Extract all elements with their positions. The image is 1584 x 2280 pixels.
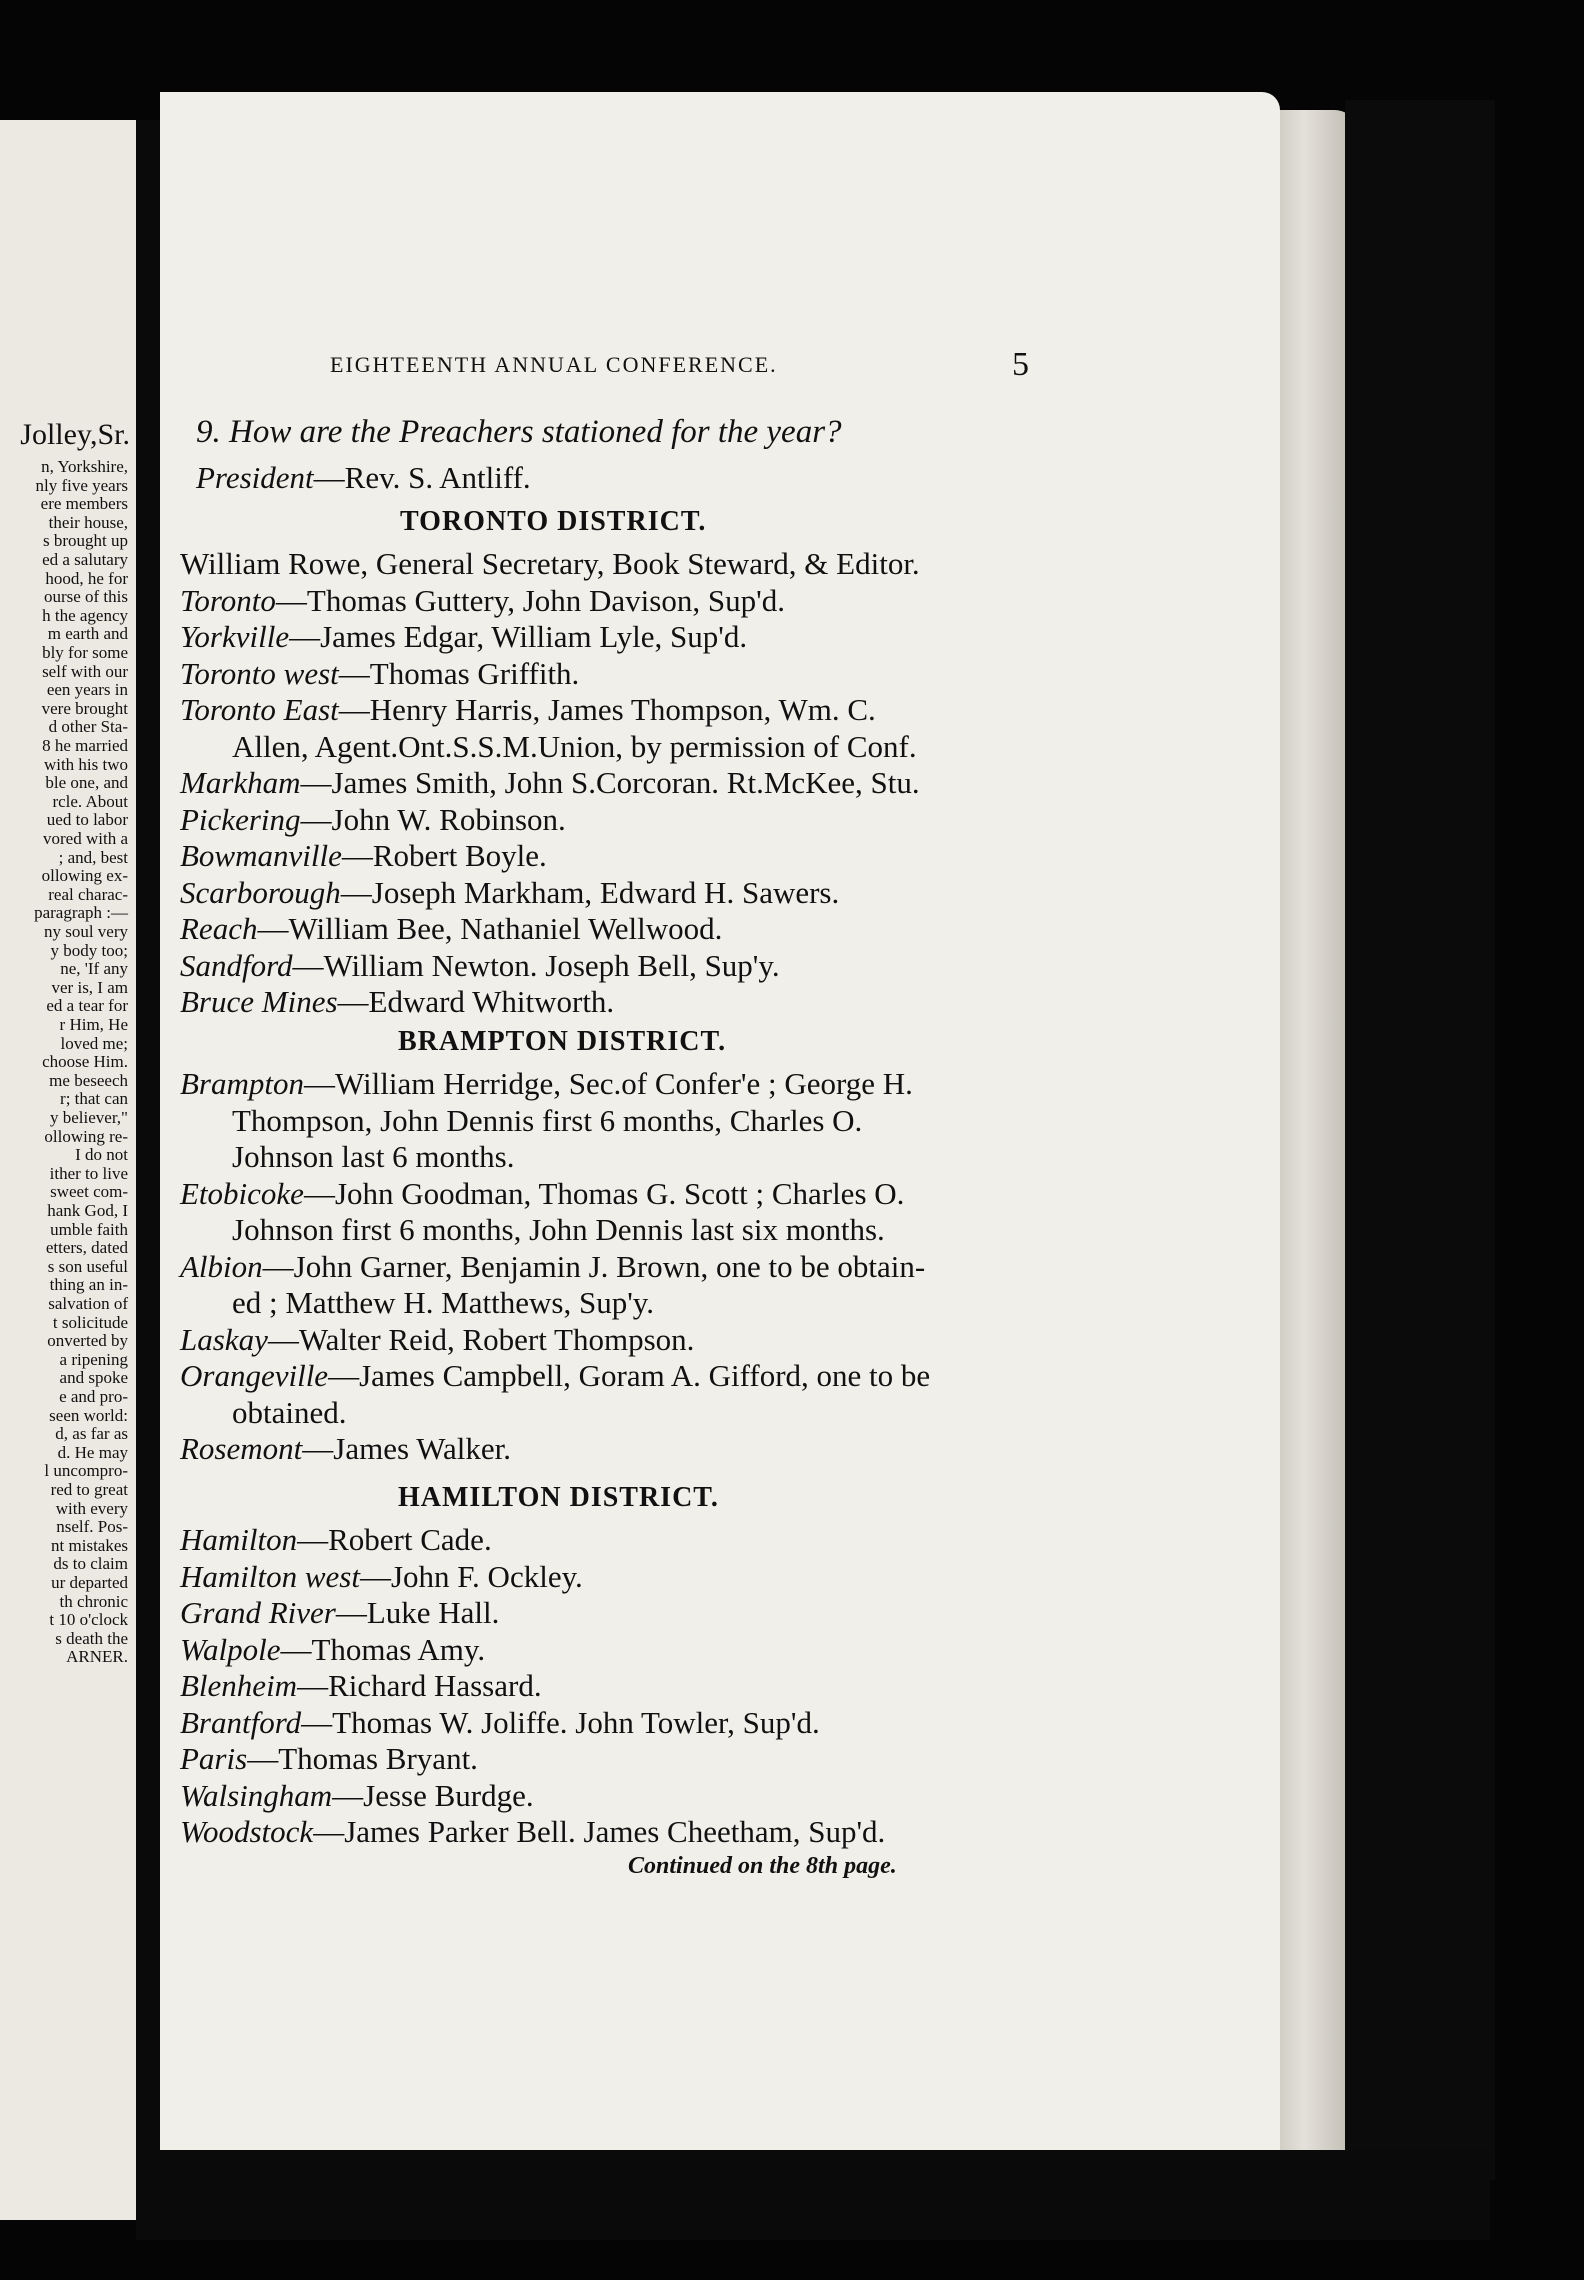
station-place: Rosemont: [180, 1431, 303, 1466]
station-preachers: —James Campbell, Goram A. Gifford, one to be: [328, 1358, 931, 1393]
station-preachers: Thompson, John Dennis first 6 months, Charles O.: [232, 1102, 863, 1138]
left-page-line: m earth and: [47, 624, 128, 644]
station-preachers: —Joseph Markham, Edward H. Sawers.: [340, 874, 840, 910]
left-page-line: t 10 o'clock: [49, 1610, 128, 1630]
station-line: [232, 1102, 863, 1138]
left-page-line: nly five years: [35, 475, 128, 495]
running-head: EIGHTEENTH ANNUAL CONFERENCE.: [330, 352, 778, 377]
left-page-line: nt mistakes: [51, 1535, 128, 1555]
left-page-line: seen world:: [49, 1405, 128, 1425]
station-place: Grand River: [180, 1595, 336, 1630]
station-line: [180, 694, 876, 725]
left-page-line: paragraph :—: [34, 903, 128, 923]
page-number: 5: [1012, 346, 1029, 383]
station-line: [180, 1175, 905, 1211]
station-preachers: —James Walker.: [302, 1431, 511, 1466]
station-line: [232, 1394, 347, 1430]
station-preachers: —William Newton. Joseph Bell, Sup'y.: [292, 947, 780, 983]
station-preachers: —William Bee, Nathaniel Wellwood.: [257, 911, 723, 946]
station-preachers: —Thomas W. Joliffe. John Towler, Sup'd.: [301, 1704, 820, 1740]
left-page-line: ny soul very: [43, 922, 128, 941]
left-page-line: ere members: [40, 494, 128, 514]
left-page-line: ver is, I am: [51, 977, 128, 997]
station-line: [180, 1558, 583, 1594]
left-page-line: t solicitude: [52, 1312, 128, 1332]
station-place: Toronto: [180, 582, 276, 618]
left-page-line: s death the: [55, 1628, 128, 1648]
left-page-line: thing an in-: [49, 1275, 128, 1295]
left-page-line: etters, dated: [45, 1238, 128, 1258]
station-place: Bruce Mines: [180, 984, 338, 1019]
station-preachers: —Edward Whitworth.: [337, 984, 615, 1019]
station-line: [232, 1141, 514, 1172]
station-line: [180, 1433, 511, 1464]
station-preachers: William Rowe, General Secretary, Book Steward, & Editor.: [180, 546, 920, 581]
station-line: [180, 767, 920, 798]
station-preachers: —John W. Robinson.: [300, 801, 566, 837]
left-page-line: ourse of this: [43, 587, 128, 607]
left-page-line: sweet com-: [50, 1182, 128, 1202]
station-preachers: obtained.: [232, 1394, 347, 1430]
station-line: [180, 1816, 885, 1847]
left-page-line: e and pro-: [59, 1387, 128, 1406]
station-place: Yorkville: [180, 619, 290, 654]
station-place: Bowmanville: [180, 838, 342, 873]
station-line: [180, 986, 614, 1017]
left-page-line: a ripening: [59, 1349, 128, 1369]
station-line: [232, 728, 917, 764]
left-page-line: ; and, best: [58, 847, 128, 867]
station-preachers: —William Herridge, Sec.of Confer'e ; George H.: [304, 1066, 913, 1101]
book-cover: [1345, 100, 1495, 2180]
station-line: [180, 1670, 542, 1701]
station-place: Walsingham: [180, 1777, 333, 1813]
station-preachers: —Richard Hassard.: [297, 1668, 542, 1703]
station-line: [180, 1777, 534, 1813]
scan-border: [160, 2150, 1490, 2240]
left-page-line: choose Him.: [42, 1052, 128, 1072]
left-page-line: bly for some: [42, 643, 128, 662]
left-page-line: self with our: [42, 661, 128, 681]
station-preachers: Allen, Agent.Ont.S.S.M.Union, by permission of Conf.: [232, 728, 917, 764]
left-page-fragment: [0, 120, 136, 2220]
left-page-line: with his two: [43, 754, 128, 774]
president-label: President: [196, 460, 314, 495]
left-page-line: een years in: [46, 680, 128, 700]
station-preachers: —John F. Ockley.: [359, 1558, 583, 1594]
station-preachers: —Henry Harris, James Thompson, Wm. C.: [338, 692, 876, 727]
station-place: Reach: [180, 911, 258, 946]
left-page-line: r; that can: [60, 1089, 128, 1109]
question-heading: 9. How are the Preachers stationed for the year?: [196, 414, 842, 450]
district-heading: BRAMPTON DISTRICT.: [398, 1026, 727, 1057]
left-page-line: d, as far as: [55, 1424, 128, 1444]
district-heading: TORONTO DISTRICT.: [400, 506, 707, 537]
station-line: [180, 1631, 486, 1667]
left-page-line: ble one, and: [45, 773, 128, 793]
station-line: [180, 655, 580, 691]
station-preachers: —James Smith, John S.Corcoran. Rt.McKee, Stu.: [300, 765, 920, 800]
left-page-line: h the agency: [42, 605, 128, 625]
left-page-line: and spoke: [59, 1368, 128, 1388]
station-place: Albion: [180, 1248, 263, 1284]
station-preachers: —John Goodman, Thomas G. Scott ; Charles O.: [303, 1175, 905, 1211]
left-page-line: ollowing re-: [44, 1126, 128, 1146]
left-page-line: l uncompro-: [44, 1461, 128, 1481]
left-page-line: s son useful: [47, 1256, 128, 1276]
station-preachers: —Walter Reid, Robert Thompson.: [267, 1321, 695, 1357]
book-gutter: [136, 120, 160, 2240]
station-line: [180, 1248, 926, 1284]
left-page-line: hood, he for: [45, 568, 128, 588]
station-preachers: —Robert Boyle.: [341, 838, 547, 873]
left-page-line: th chronic: [59, 1591, 128, 1611]
station-line: [180, 582, 785, 618]
station-preachers: —Robert Cade.: [297, 1522, 492, 1557]
station-place: Brantford: [180, 1704, 302, 1740]
station-line: [180, 1068, 913, 1099]
president-line: [196, 462, 531, 493]
station-place: Hamilton west: [180, 1558, 360, 1594]
station-line: [180, 621, 747, 652]
left-page-line: nself. Pos-: [56, 1517, 128, 1537]
station-preachers: —Luke Hall.: [335, 1595, 500, 1630]
station-place: Walpole: [180, 1631, 281, 1667]
left-page-line: me beseech: [49, 1070, 128, 1090]
left-page-line: loved me;: [60, 1033, 128, 1053]
station-preachers: —Jesse Burdge.: [332, 1777, 534, 1813]
station-preachers: Johnson last 6 months.: [232, 1139, 515, 1174]
station-preachers: —Thomas Amy.: [280, 1631, 486, 1667]
station-line: [180, 913, 722, 944]
left-page-line: d other Sta-: [48, 717, 128, 737]
left-page-line: ed a salutary: [42, 550, 128, 569]
left-page-line: vere brought: [41, 698, 128, 718]
station-place: Markham: [180, 765, 301, 800]
left-page-line: with every: [55, 1498, 128, 1518]
station-preachers: —John Garner, Benjamin J. Brown, one to be obtain-: [262, 1248, 926, 1284]
station-place: Brampton: [180, 1066, 304, 1101]
station-place: Orangeville: [180, 1358, 329, 1393]
station-preachers: —James Edgar, William Lyle, Sup'd.: [289, 619, 748, 654]
left-page-line: 8 he married: [42, 736, 128, 755]
station-place: Pickering: [180, 801, 301, 837]
station-place: Hamilton: [180, 1522, 298, 1557]
left-page-line: ds to claim: [53, 1554, 128, 1574]
station-line: [180, 874, 840, 910]
station-line: [180, 1704, 820, 1740]
station-line: [180, 801, 566, 837]
district-heading: HAMILTON DISTRICT.: [398, 1482, 719, 1513]
left-page-line: ither to live: [49, 1163, 128, 1183]
left-page-line: ollowing ex-: [41, 866, 128, 886]
station-place: Paris: [180, 1741, 248, 1776]
station-place: Scarborough: [180, 874, 341, 910]
station-place: Blenheim: [180, 1668, 298, 1703]
station-place: Sandford: [180, 947, 293, 983]
left-page-line: ur departed: [51, 1573, 128, 1592]
left-page-line: salvation of: [48, 1294, 128, 1313]
station-place: Woodstock: [180, 1814, 314, 1849]
left-page-line: hank God, I: [47, 1201, 128, 1220]
left-page-line: s brought up: [43, 531, 128, 551]
station-line: [180, 947, 780, 983]
left-page-line: r Him, He: [59, 1015, 128, 1034]
left-page-line: y believer,": [49, 1108, 128, 1127]
station-preachers: —James Parker Bell. James Cheetham, Sup'd.: [313, 1814, 886, 1849]
station-line: [180, 840, 547, 871]
left-page-line: ued to labor: [46, 810, 128, 830]
station-preachers: Johnson first 6 months, John Dennis last six months.: [232, 1212, 885, 1247]
station-preachers: —Thomas Guttery, John Davison, Sup'd.: [275, 582, 785, 618]
left-page-line: umble faith: [50, 1219, 128, 1239]
president-text: —Rev. S. Antliff.: [313, 460, 531, 495]
left-page-line: vored with a: [43, 829, 128, 848]
left-page-line: ne, 'If any: [60, 959, 128, 979]
station-line: [232, 1214, 885, 1245]
left-page-line: rcle. About: [52, 791, 128, 811]
left-page-line: onverted by: [47, 1331, 128, 1351]
station-place: Toronto west: [180, 655, 339, 691]
station-place: Laskay: [180, 1321, 268, 1357]
station-line: [232, 1287, 654, 1318]
left-page-line: n, Yorkshire,: [41, 457, 128, 476]
station-line: [180, 1321, 695, 1357]
station-line: [180, 1360, 930, 1391]
station-place: Toronto East: [180, 692, 339, 727]
station-preachers: —Thomas Bryant.: [247, 1741, 478, 1776]
left-page-line: ARNER.: [66, 1647, 128, 1667]
left-page-line: ed a tear for: [46, 996, 128, 1016]
continued-note: Continued on the 8th page.: [628, 1853, 897, 1879]
station-line: [180, 1524, 492, 1555]
station-preachers: —Thomas Griffith.: [338, 655, 580, 691]
station-line: [180, 1743, 478, 1774]
left-page-line: y body too;: [50, 940, 128, 960]
left-page-line: d. He may: [57, 1442, 128, 1462]
station-line: [180, 1597, 499, 1628]
station-line: [180, 548, 920, 579]
left-page-line: their house,: [48, 512, 128, 532]
left-page-line: red to great: [50, 1480, 128, 1499]
left-page-header: Jolley,Sr.: [20, 418, 130, 451]
station-preachers: ed ; Matthew H. Matthews, Sup'y.: [232, 1285, 655, 1320]
left-page-line: real charac-: [48, 884, 128, 904]
left-page-line: I do not: [75, 1145, 128, 1165]
station-place: Etobicoke: [180, 1175, 304, 1211]
